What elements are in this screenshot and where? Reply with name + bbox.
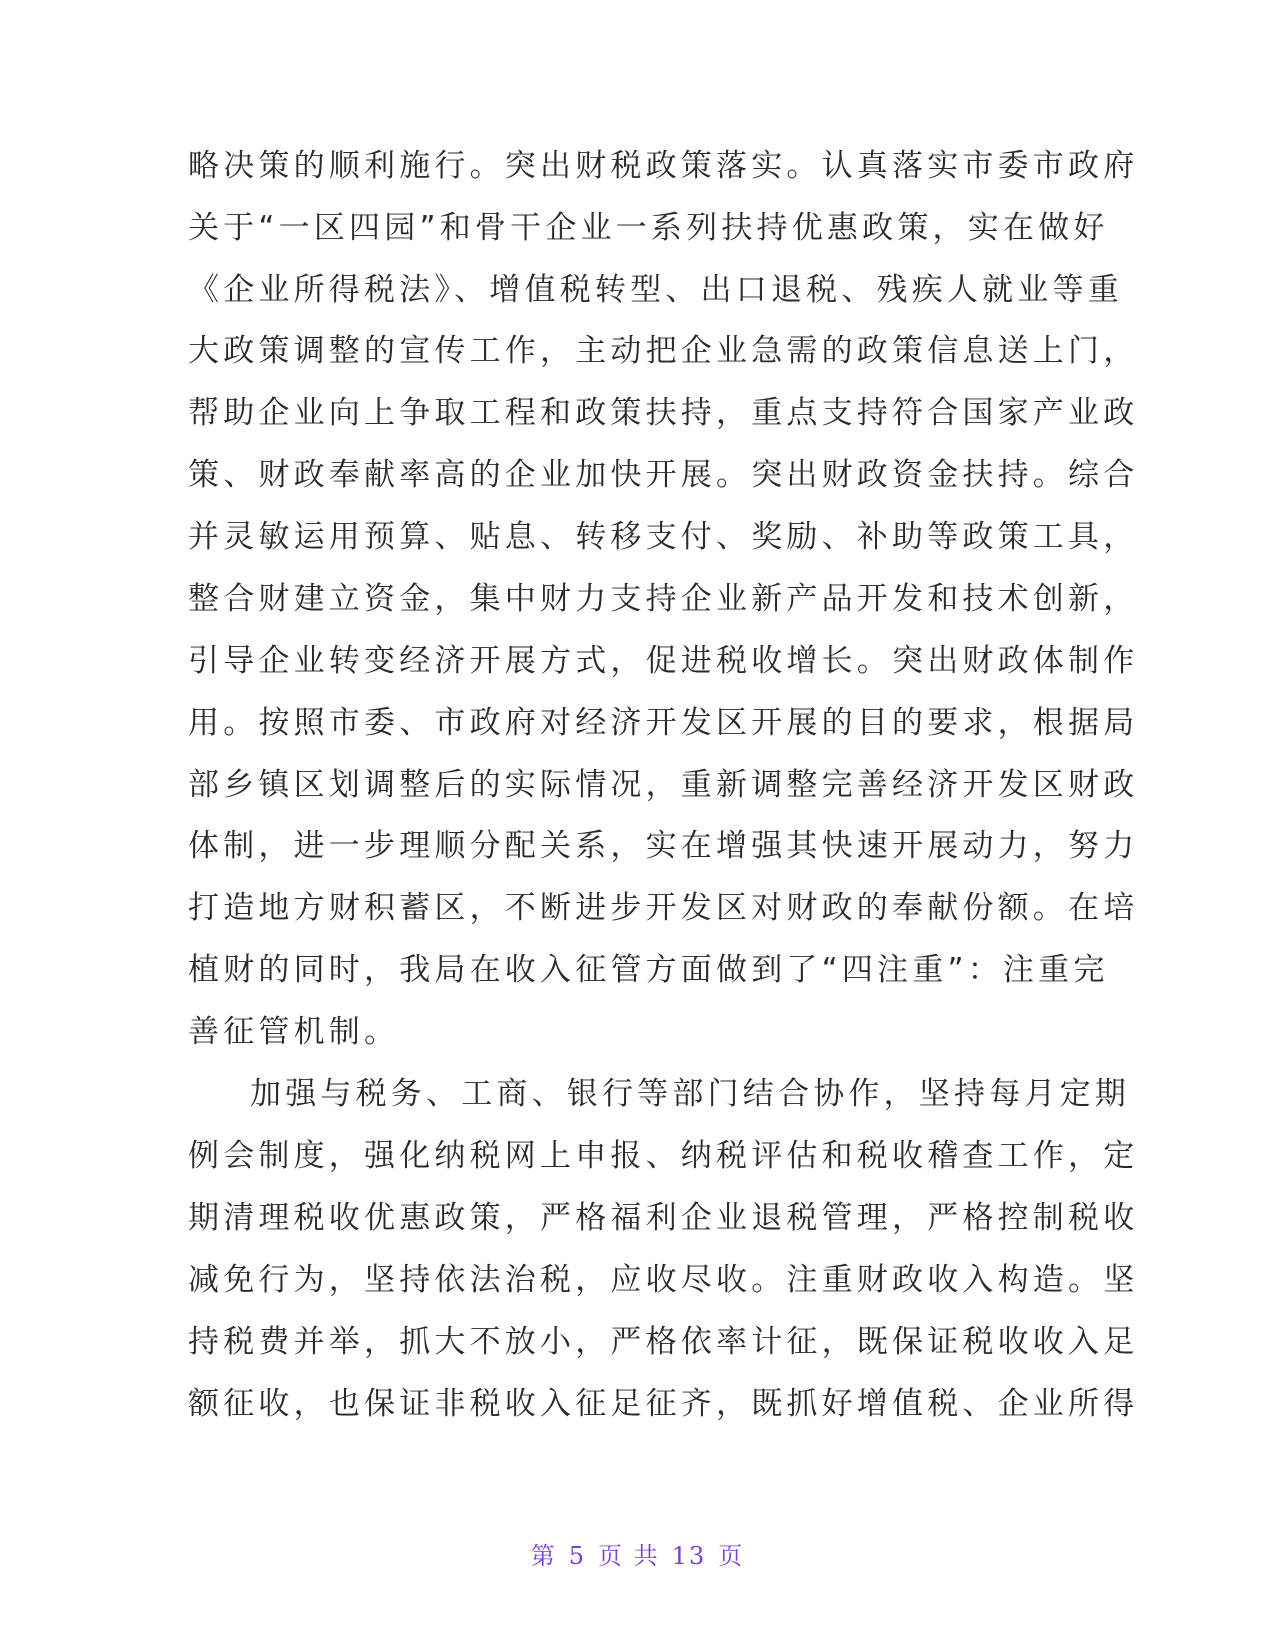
text-line: 部乡镇区划调整后的实际情况，重新调整完善经济开发区财政 [188, 767, 1139, 803]
text-line: 打造地方财积蓄区，不断进步开发区对财政的奉献份额。在培 [188, 890, 1139, 926]
text-line: 额征收，也保证非税收入征足征齐，既抓好增值税、企业所得 [188, 1386, 1139, 1422]
text-line: 期清理税收优惠政策，严格福利企业退税管理，严格控制税收 [188, 1200, 1139, 1236]
text-line: 善征管机制。 [188, 1014, 400, 1050]
text-line: 策、财政奉献率高的企业加快开展。突出财政资金扶持。综合 [188, 457, 1139, 493]
current-page-number: 5 [568, 1542, 587, 1570]
total-page-number: 13 [671, 1542, 707, 1570]
page-footer [0, 1536, 1275, 1571]
text-line: 《企业所得税法》、增值税转型、出口退税、残疾人就业等重 [188, 272, 1123, 308]
text-line: 大政策调整的宣传工作，主动把企业急需的政策信息送上门， [188, 333, 1139, 369]
footer-middle: 页 共 [598, 1542, 660, 1570]
text-line: 植财的同时，我局在收入征管方面做到了“四注重”：注重完 [188, 952, 1109, 988]
paragraph-first-line: 加强与税务、工商、银行等部门结合协作，坚持每月定期 [250, 1076, 1130, 1112]
footer-suffix: 页 [718, 1542, 745, 1570]
text-line: 关于“一区四园”和骨干企业一系列扶持优惠政策，实在做好 [188, 210, 1109, 246]
text-line: 例会制度，强化纳税网上申报、纳税评估和税收稽查工作，定 [188, 1138, 1139, 1174]
text-line: 略决策的顺利施行。突出财税政策落实。认真落实市委市政府 [188, 148, 1139, 184]
text-line: 持税费并举，抓大不放小，严格依率计征，既保证税收收入足 [188, 1324, 1139, 1360]
text-line: 帮助企业向上争取工程和政策扶持，重点支持符合国家产业政 [188, 395, 1139, 431]
text-line: 整合财建立资金，集中财力支持企业新产品开发和技术创新， [188, 581, 1139, 617]
text-line: 体制，进一步理顺分配关系，实在增强其快速开展动力，努力 [188, 828, 1139, 864]
text-line: 用。按照市委、市政府对经济开发区开展的目的要求，根据局 [188, 705, 1139, 741]
text-line: 减免行为，坚持依法治税，应收尽收。注重财政收入构造。坚 [188, 1262, 1139, 1298]
text-line: 引导企业转变经济开展方式，促进税收增长。突出财政体制作 [188, 643, 1139, 679]
text-line: 并灵敏运用预算、贴息、转移支付、奖励、补助等政策工具， [188, 519, 1139, 555]
footer-prefix: 第 [530, 1542, 557, 1570]
